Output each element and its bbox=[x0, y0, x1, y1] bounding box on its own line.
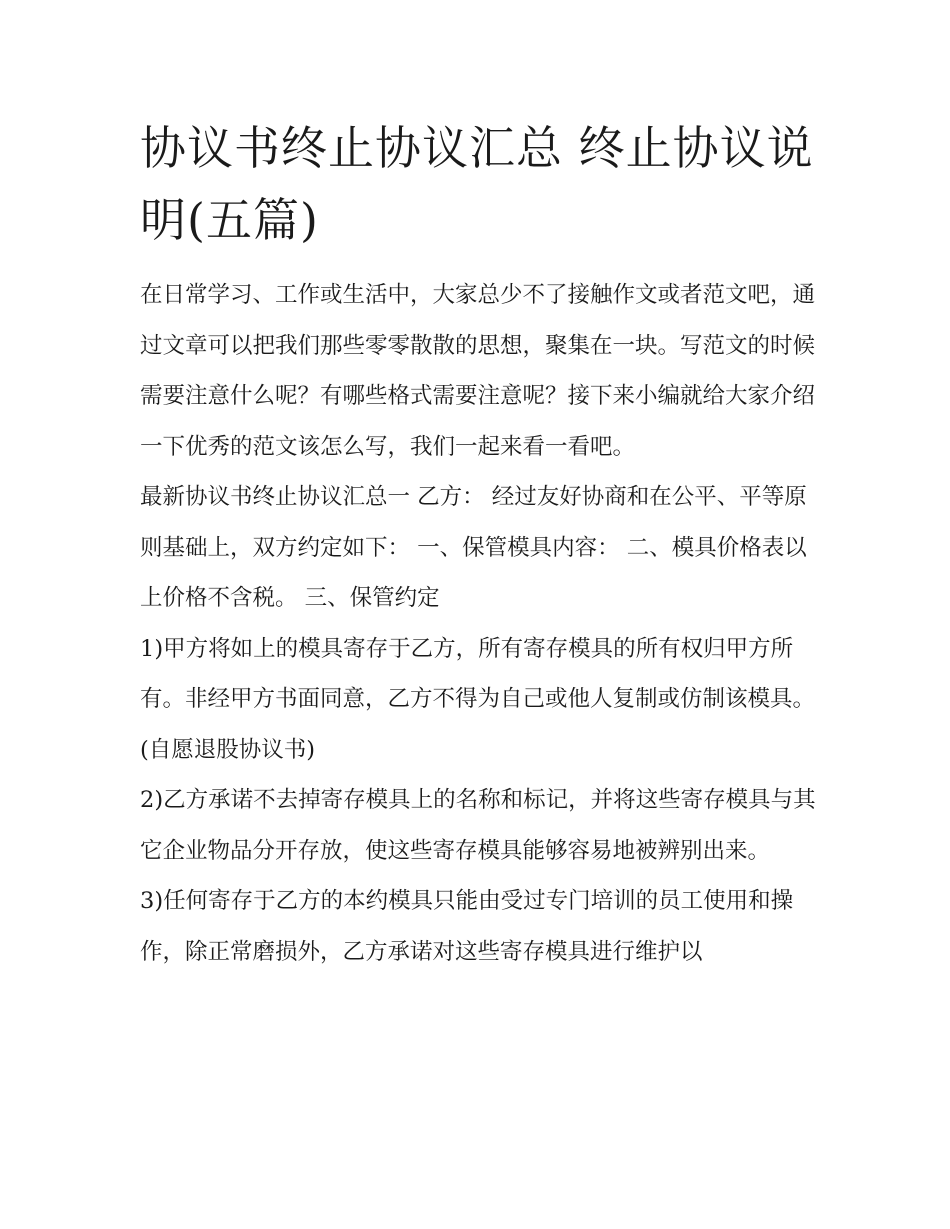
paragraph-clause-3: 3)任何寄存于乙方的本约模具只能由受过专门培训的员工使用和操作，除正常磨损外，乙方承诺对这些寄存模具进行维护以 bbox=[140, 888, 794, 965]
paragraph-agreement-one: 最新协议书终止协议汇总一 乙方： 经过友好协商和在公平、平等原则基础上，双方约定如下： 一、保管模具内容： 二、模具价格表以上价格不含税。 三、保管约定 bbox=[140, 484, 807, 611]
document-title: 协议书终止协议汇总 终止协议说明(五篇) bbox=[140, 121, 814, 247]
paragraph-intro: 在日常学习、工作或生活中，大家总少不了接触作文或者范文吧，通过文章可以把我们那些零零散散的思想，聚集在一块。写范文的时候需要注意什么呢？有哪些格式需要注意呢？接下来小编就给大家介绍一下优秀的范文该怎么写，我们一起来看一看吧。 bbox=[140, 282, 816, 460]
paragraph-clause-2: 2)乙方承诺不去掉寄存模具上的名称和标记，并将这些寄存模具与其它企业物品分开存放，使这些寄存模具能够容易地被辨别出来。 bbox=[140, 787, 816, 864]
document-body bbox=[140, 112, 820, 977]
paragraph-clause-1: 1)甲方将如上的模具寄存于乙方，所有寄存模具的所有权归甲方所有。非经甲方书面同意，乙方不得为自己或他人复制或仿制该模具。(自愿退股协议书) bbox=[140, 635, 816, 763]
